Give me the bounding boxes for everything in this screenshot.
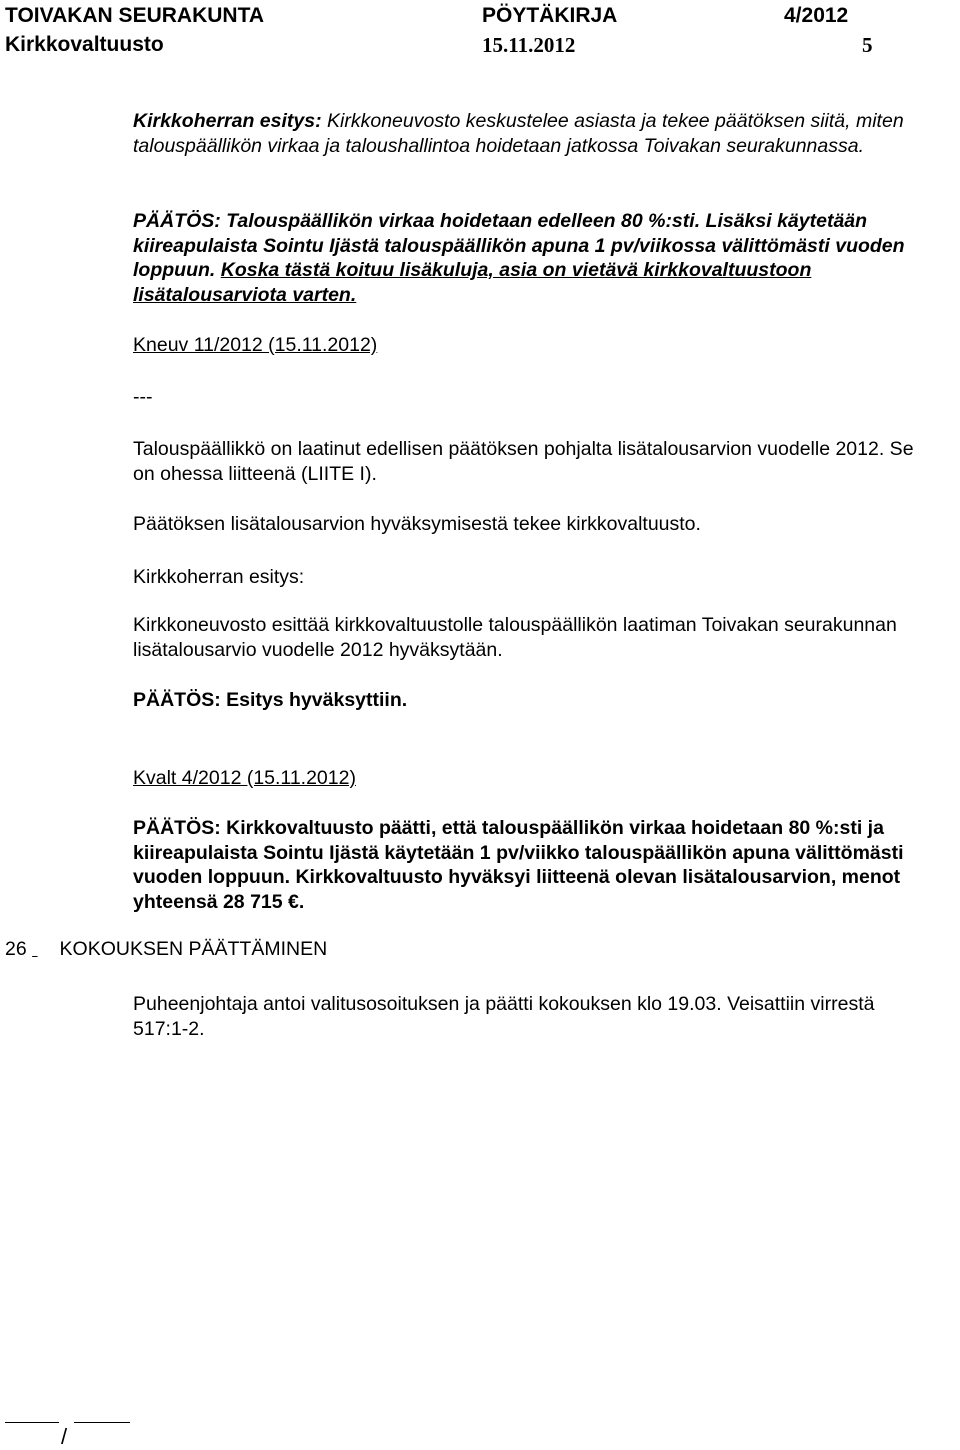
kirkkoherran-esitys-paragraph-1 — [133, 109, 953, 158]
kirkkoherran-esitys-text-1: Kirkkoneuvosto keskustelee asiasta ja tekee päätöksen siitä, miten talouspäällikön virkaa ja taloushallintoa hoidetaan jatkossa Toivakan seurakunnassa. — [133, 110, 904, 157]
header-body-name: Kirkkovaltuusto — [5, 33, 164, 56]
section-heading — [5, 938, 327, 961]
document-header — [5, 4, 960, 60]
paatos-paragraph-3: PÄÄTÖS: Kirkkovaltuusto päätti, että talouspäällikön virkaa hoidetaan 80 %:sti ja kiireapulaista Sointu Ijästä käytetään 1 pv/viikko talouspäällikön apuna välittömästi vuoden loppuun. Kirkkovaltuusto hyväksyi liitteenä olevan lisätalousarvion, menot yhteensä 28 715 €. — [133, 817, 904, 913]
closing-paragraph: Puheenjohtaja antoi valitusosoituksen ja päätti kokouksen klo 19.03. Veisattiin virrestä 517:1-2. — [133, 993, 875, 1040]
separator: --- — [133, 386, 153, 408]
header-document-number: 4/2012 — [784, 4, 849, 27]
header-page-number: 5 — [862, 33, 873, 57]
header-date: 15.11.2012 — [482, 33, 576, 57]
paatos-info-paragraph: Päätöksen lisätalousarvion hyväksymisestä tekee kirkkovaltuusto. — [133, 513, 701, 535]
kvalt-heading: Kvalt 4/2012 (15.11.2012) — [133, 767, 356, 789]
header-document-type: PÖYTÄKIRJA — [482, 4, 618, 27]
paatos-text-1: PÄÄTÖS: Talouspäällikön virkaa hoidetaan edelleen 80 %:sti. Lisäksi käytetään kiireapulaista Sointu Ijästä talouspäällikön apuna 1 pv/viikossa välittömästi vuoden loppuun. — [133, 210, 905, 281]
section-title: KOKOUKSEN PÄÄTTÄMINEN — [59, 938, 328, 960]
paatos-text-1-underlined: Koska tästä koituu lisäkuluja, asia on vietävä kirkkovaltuustoon lisätalousarviota varten. — [133, 259, 812, 306]
kirkkoherran-esitys-label-2: Kirkkoherran esitys: — [133, 566, 305, 588]
paatos-paragraph-1 — [133, 209, 958, 307]
kirkkoherran-esitys-label-1: Kirkkoherran esitys: — [133, 110, 322, 132]
signature-slash: / — [61, 1424, 68, 1449]
talouspaallikko-paragraph: Talouspäällikkö on laatinut edellisen päätöksen pohjalta lisätalousarvion vuodelle 2012. Se on ohessa liitteenä (LIITE I). — [133, 438, 914, 485]
section-underline — [32, 938, 54, 961]
section-number: 26 — [5, 938, 27, 960]
kneuv-heading: Kneuv 11/2012 (15.11.2012) — [133, 334, 378, 356]
kirkkoherran-esitys-text-2: Kirkkoneuvosto esittää kirkkovaltuustolle talouspäällikön laatiman Toivakan seurakunnan lisätalousarvio vuodelle 2012 hyväksytään. — [133, 614, 897, 661]
signature-line-right — [74, 1422, 130, 1423]
signature-line-left — [5, 1422, 59, 1423]
header-organization: TOIVAKAN SEURAKUNTA — [5, 4, 265, 27]
paatos-paragraph-2: PÄÄTÖS: Esitys hyväksyttiin. — [133, 689, 408, 711]
